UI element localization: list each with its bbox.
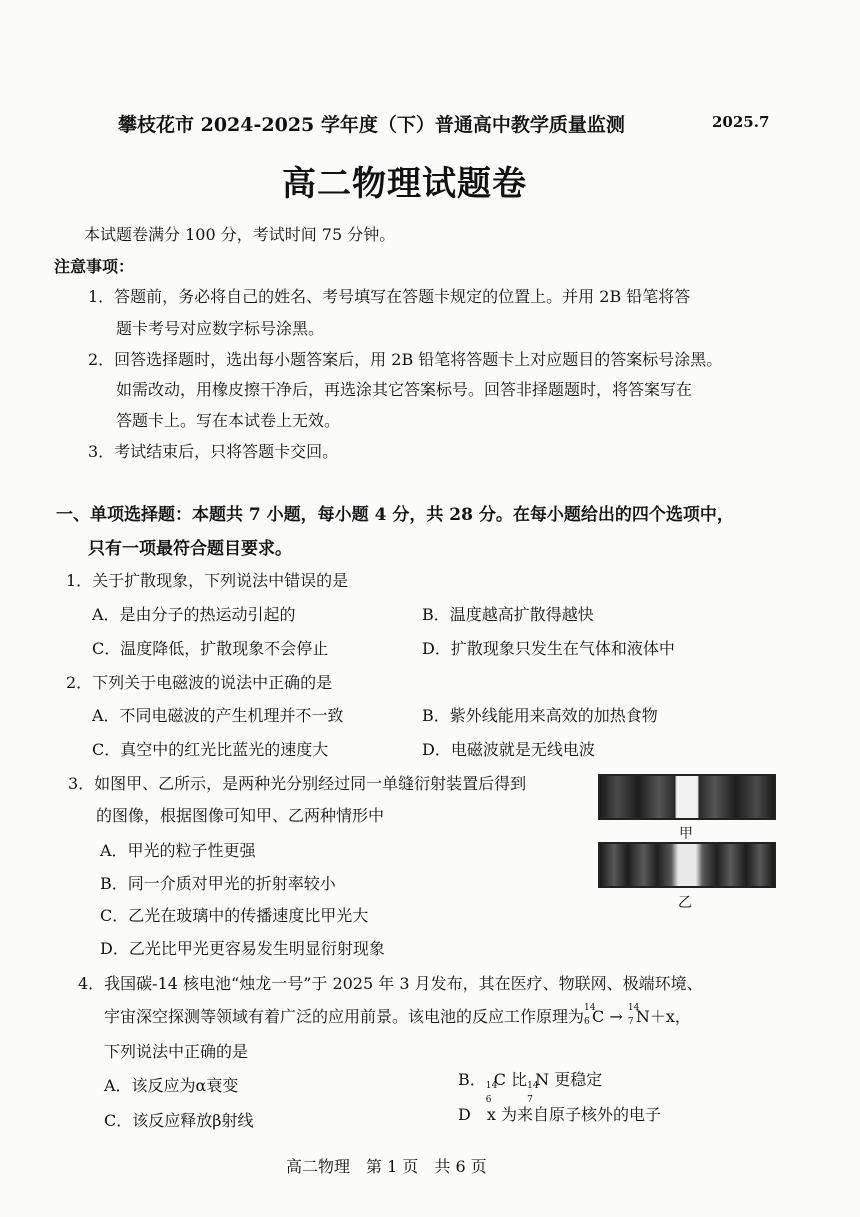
q3-option-a: A．甲光的粒子性更强 (100, 841, 256, 860)
q2-option-c: C．真空中的红光比蓝光的速度大 (92, 740, 329, 759)
exam-title: 攀枝花市 2024-2025 学年度（下）普通高中教学质量监测 (118, 114, 625, 136)
q4-stem-line-3: 下列说法中正确的是 (104, 1042, 249, 1061)
exam-date: 2025.7 (712, 113, 770, 131)
q2-option-d: D．电磁波就是无线电波 (422, 740, 595, 759)
q4-option-c: C．该反应释放β射线 (104, 1111, 254, 1130)
q1-option-d: D．扩散现象只发生在气体和液体中 (422, 639, 675, 658)
q4-stem-text: 宇宙深空探测等领域有着广泛的应用前景。该电池的反应工作原理为 (104, 1007, 585, 1026)
score-line: 本试题卷满分 100 分，考试时间 75 分钟。 (84, 225, 396, 244)
note-1-line-1: 1．答题前，务必将自己的姓名、考号填写在答题卡规定的位置上。并用 2B 铅笔将答 (88, 287, 691, 306)
note-2-line-3: 答题卡上。写在本试卷上无效。 (116, 411, 341, 430)
q1-stem: 1．关于扩散现象，下列说法中错误的是 (66, 571, 349, 590)
section-heading-line-1: 一、单项选择题：本题共 7 小题，每小题 4 分，共 28 分。在每小题给出的四个选项中， (56, 505, 734, 525)
q2-stem: 2．下列关于电磁波的说法中正确的是 (66, 673, 333, 692)
q4-stem-line-1: 4．我国碳-14 核电池“烛龙一号”于 2025 年 3 月发布，其在医疗、物联网、极端环境、 (78, 974, 703, 993)
q2-option-a: A．不同电磁波的产生机理并不一致 (92, 706, 344, 725)
q1-option-a: A．是由分子的热运动引起的 (92, 605, 296, 624)
q4-option-a: A．该反应为α衰变 (104, 1076, 239, 1095)
carbon-14-nuclide: 14 6 C (584, 1003, 605, 1027)
page-footer: 高二物理 第 1 页 共 6 页 (286, 1157, 487, 1176)
q3-option-d: D．乙光比甲光更容易发生明显衍射现象 (100, 939, 385, 958)
q1-option-b: B．温度越高扩散得越快 (422, 605, 594, 624)
label-yi: 乙 (678, 895, 692, 911)
diffraction-pattern-yi (598, 842, 776, 888)
note-3: 3．考试结束后，只将答题卡交回。 (88, 442, 339, 461)
notice-heading: 注意事项： (54, 257, 135, 276)
q1-option-c: C．温度降低，扩散现象不会停止 (92, 639, 329, 658)
note-1-line-2: 题卡考号对应数字标号涂黑。 (116, 319, 325, 338)
paper-title: 高二物理试题卷 (282, 164, 527, 204)
q3-stem-line-2: 的图像，根据图像可知甲、乙两种情形中 (96, 806, 385, 825)
nitrogen-14-nuclide: 14 7 N (627, 1003, 650, 1027)
note-2-line-2: 如需改动，用橡皮擦干净后，再选涂其它答案标号。回答非择题题时，将答案写在 (116, 380, 693, 399)
section-heading-line-2: 只有一项最符合题目要求。 (88, 539, 292, 559)
note-2-line-1: 2．回答选择题时，选出每小题答案后，用 2B 铅笔将答题卡上对应题目的答案标号涂黑。 (88, 350, 723, 369)
q4-stem-line-2 (104, 1004, 691, 1027)
diffraction-pattern-jia (598, 774, 776, 820)
q3-option-b: B．同一介质对甲光的折射率较小 (100, 874, 336, 893)
reaction-arrow: → (609, 1007, 623, 1026)
q4-stem-suffix: ＋x， (649, 1007, 691, 1026)
q3-option-c: C．乙光在玻璃中的传播速度比甲光大 (100, 906, 369, 925)
q4-option-d: D x 为来自原子核外的电子 (458, 1105, 661, 1124)
label-jia: 甲 (679, 826, 693, 842)
q3-stem-line-1: 3．如图甲、乙所示，是两种光分别经过同一单缝衍射装置后得到 (68, 774, 527, 793)
q2-option-b: B．紫外线能用来高效的加热食物 (422, 706, 658, 725)
q4-option-b: B． 14 6 C 比 14 7 N 更稳定 (458, 1070, 603, 1105)
